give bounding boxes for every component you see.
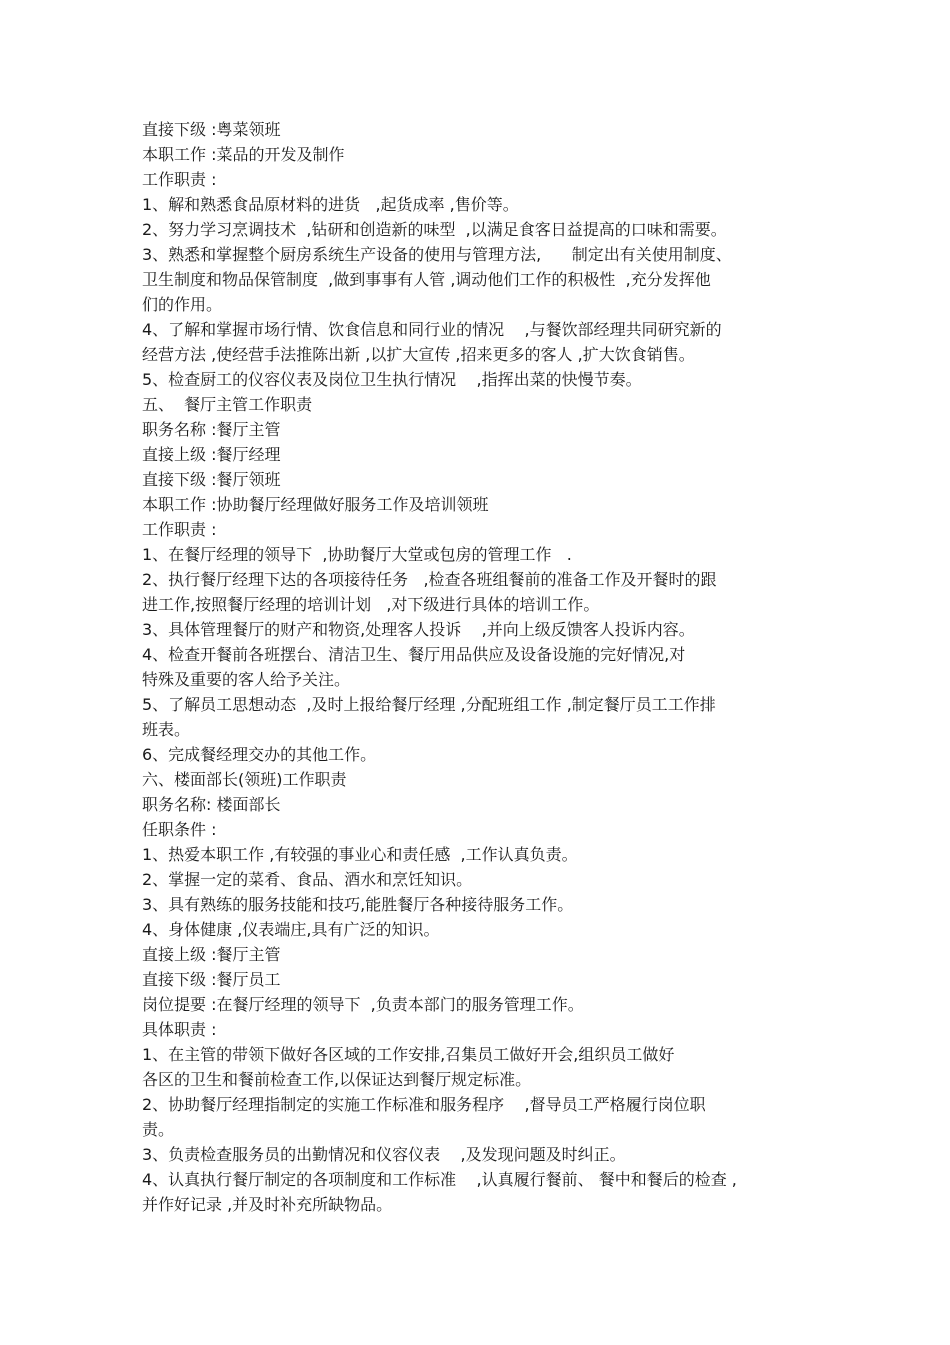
text-line: 4、检查开餐前各班摆台、清洁卫生、餐厅用品供应及设备设施的完好情况,对	[142, 645, 686, 664]
text-line: 经营方法 ,使经营手法推陈出新 ,以扩大宣传 ,招来更多的客人 ,扩大饮食销售。	[142, 345, 695, 364]
text-line: 并作好记录 ,并及时补充所缺物品。	[142, 1195, 393, 1214]
text-line: 4、身体健康 ,仪表端庄,具有广泛的知识。	[142, 920, 440, 939]
text-line: 本职工作 :菜品的开发及制作	[142, 145, 345, 164]
document-body	[142, 117, 822, 1217]
text-line: 2、协助餐厅经理指制定的实施工作标准和服务程序 ,督导员工严格履行岗位职	[142, 1095, 706, 1114]
text-line: 6、完成餐经理交办的其他工作。	[142, 745, 377, 764]
text-line: 责。	[142, 1120, 175, 1139]
text-line: 特殊及重要的客人给予关注。	[142, 670, 351, 689]
text-line: 2、努力学习烹调技术 ,钻研和创造新的味型 ,以满足食客日益提高的口味和需要。	[142, 220, 727, 239]
text-line: 们的作用。	[142, 295, 223, 314]
text-line: 直接下级 :餐厅员工	[142, 970, 281, 989]
text-line: 1、在餐厅经理的领导下 ,协助餐厅大堂或包房的管理工作 .	[142, 545, 572, 564]
text-line: 直接下级 :粤菜领班	[142, 120, 281, 139]
section-heading: 五、 餐厅主管工作职责	[142, 395, 313, 414]
text-line: 职务名称: 楼面部长	[142, 795, 281, 814]
text-line: 4、了解和掌握市场行情、饮食信息和同行业的情况 ,与餐饮部经理共同研究新的	[142, 320, 722, 339]
text-line: 4、认真执行餐厅制定的各项制度和工作标准 ,认真履行餐前、 餐中和餐后的检查 ,	[142, 1170, 737, 1189]
text-line: 2、执行餐厅经理下达的各项接待任务 ,检查各班组餐前的准备工作及开餐时的跟	[142, 570, 717, 589]
text-line: 1、解和熟悉食品原材料的进货 ,起货成率 ,售价等。	[142, 195, 519, 214]
text-line: 岗位提要 :在餐厅经理的领导下 ,负责本部门的服务管理工作。	[142, 995, 584, 1014]
text-line: 各区的卫生和餐前检查工作,以保证达到餐厅规定标准。	[142, 1070, 532, 1089]
text-line: 5、检查厨工的仪容仪表及岗位卫生执行情况 ,指挥出菜的快慢节奏。	[142, 370, 642, 389]
text-line: 进工作,按照餐厅经理的培训计划 ,对下级进行具体的培训工作。	[142, 595, 600, 614]
text-line: 职务名称 :餐厅主管	[142, 420, 281, 439]
text-line: 3、熟悉和掌握整个厨房系统生产设备的使用与管理方法, 制定出有关使用制度、	[142, 245, 732, 264]
text-line: 工作职责 :	[142, 520, 217, 539]
text-line: 工作职责 :	[142, 170, 217, 189]
text-line: 卫生制度和物品保管制度 ,做到事事有人管 ,调动他们工作的积极性 ,充分发挥他	[142, 270, 711, 289]
text-line: 3、具体管理餐厅的财产和物资,处理客人投诉 ,并向上级反馈客人投诉内容。	[142, 620, 695, 639]
text-line: 本职工作 :协助餐厅经理做好服务工作及培训领班	[142, 495, 489, 514]
text-line: 直接上级 :餐厅经理	[142, 445, 281, 464]
text-line: 直接下级 :餐厅领班	[142, 470, 281, 489]
text-line: 班表。	[142, 720, 191, 739]
text-line: 2、掌握一定的菜肴、食品、酒水和烹饪知识。	[142, 870, 473, 889]
text-line: 1、在主管的带领下做好各区域的工作安排,召集员工做好开会,组织员工做好	[142, 1045, 675, 1064]
text-line: 3、具有熟练的服务技能和技巧,能胜餐厅各种接待服务工作。	[142, 895, 574, 914]
text-line: 1、热爱本职工作 ,有较强的事业心和责任感 ,工作认真负责。	[142, 845, 578, 864]
text-line: 5、了解员工思想动态 ,及时上报给餐厅经理 ,分配班组工作 ,制定餐厅员工工作排	[142, 695, 716, 714]
text-line: 任职条件 :	[142, 820, 217, 839]
text-line: 3、负责检查服务员的出勤情况和仪容仪表 ,及发现问题及时纠正。	[142, 1145, 626, 1164]
text-line: 直接上级 :餐厅主管	[142, 945, 281, 964]
text-line: 具体职责 :	[142, 1020, 217, 1039]
section-heading: 六、楼面部长(领班)工作职责	[142, 770, 347, 789]
